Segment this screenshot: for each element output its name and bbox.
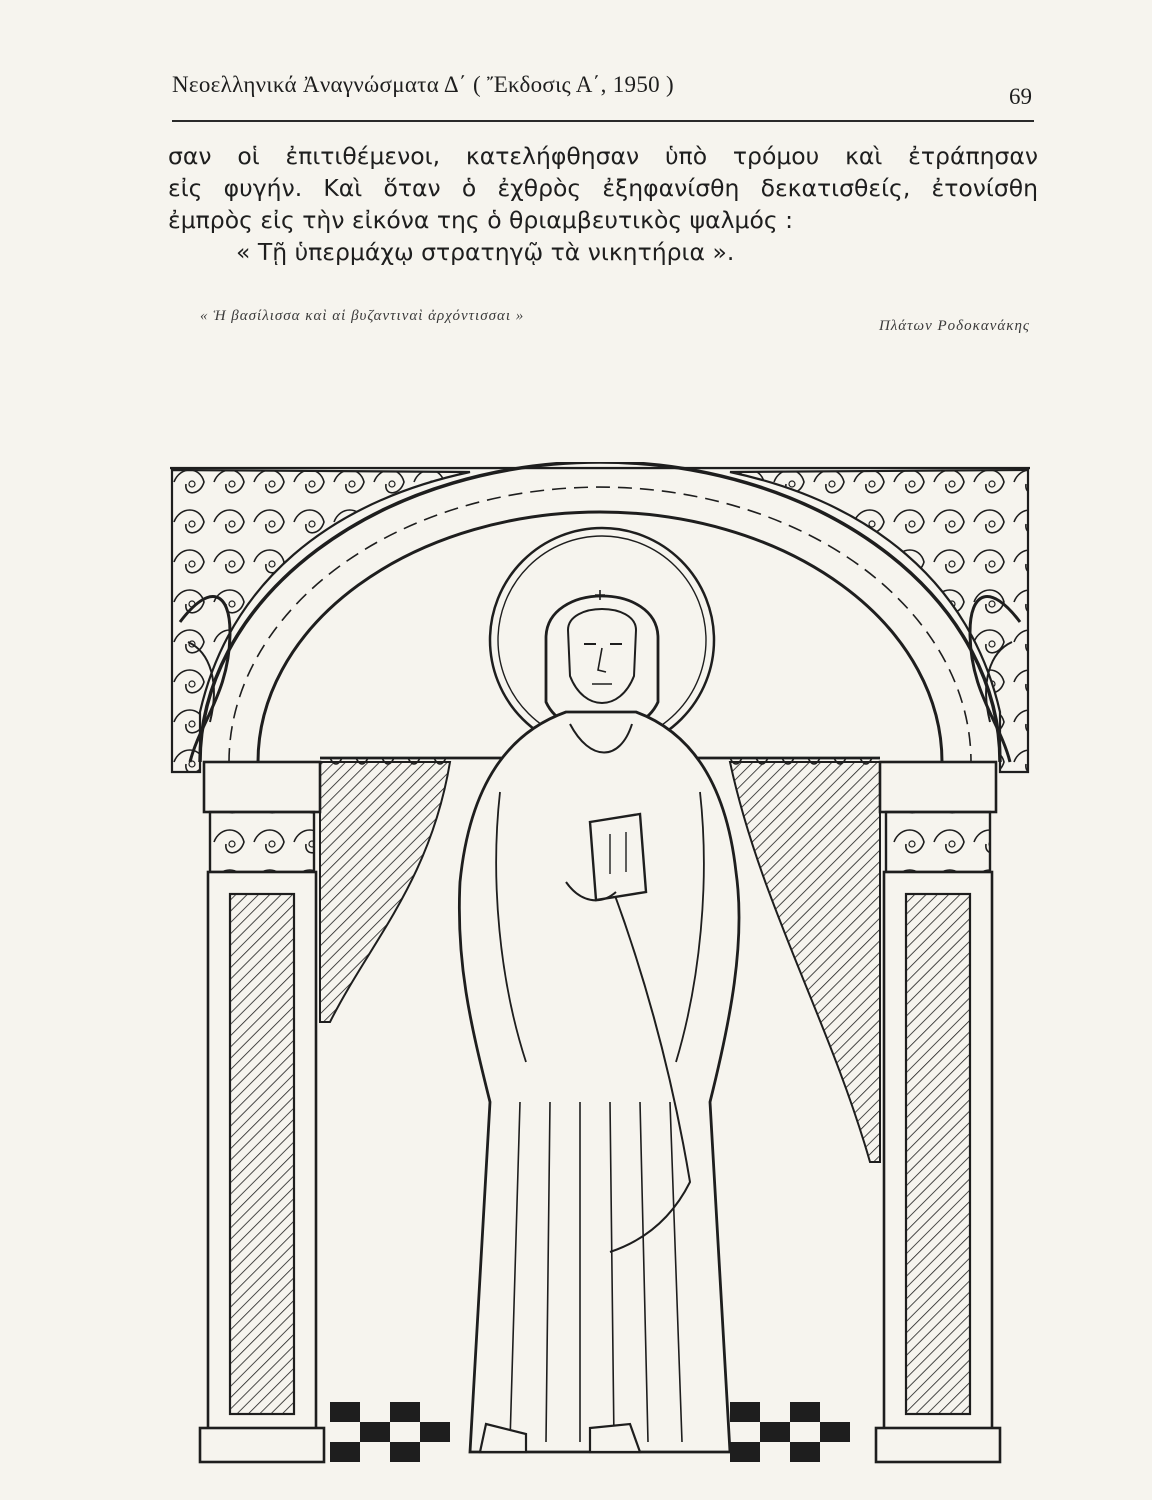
body-line: ἐμπρὸς εἰς τὴν εἰκόνα της ὁ θριαμβευτικὸς ψαλμός : <box>168 206 794 234</box>
page-number: 69 <box>1009 84 1032 109</box>
illustration-caption <box>200 308 1030 338</box>
right-spandrel <box>730 470 1028 772</box>
left-curtain <box>320 762 450 1022</box>
body-text <box>168 140 1038 268</box>
caption-author: Πλάτων Ροδοκανάκης <box>878 318 1030 334</box>
header-rule <box>172 120 1034 122</box>
caption-title: « Ἡ βασίλισσα καὶ αἱ βυζαντιναὶ ἀρχόντισσαι » <box>200 308 525 324</box>
left-spandrel <box>172 470 470 772</box>
byzantine-saint-illustration <box>170 462 1030 1470</box>
header-title: Νεοελληνικά Ἀναγνώσματα Δ΄ ( Ἔκδοσις Α΄, 1950 ) <box>172 72 674 97</box>
saint-figure <box>459 712 739 1452</box>
right-column <box>876 762 1000 1462</box>
running-header <box>172 70 1032 110</box>
right-curtain <box>730 762 880 1162</box>
body-line: σαν οἱ ἐπιτιθέμενοι, κατελήφθησαν ὑπὸ τρόμου καὶ ἐτράπησαν <box>168 142 1038 170</box>
left-column <box>200 762 324 1462</box>
body-line-hymn: « Τῇ ὑπερμάχῳ στρατηγῷ τὰ νικητήρια ». <box>236 238 735 266</box>
body-line: εἰς φυγήν. Καὶ ὅταν ὁ ἐχθρὸς ἐξηφανίσθη δεκατισθείς, ἐτονίσθη <box>168 174 1038 202</box>
